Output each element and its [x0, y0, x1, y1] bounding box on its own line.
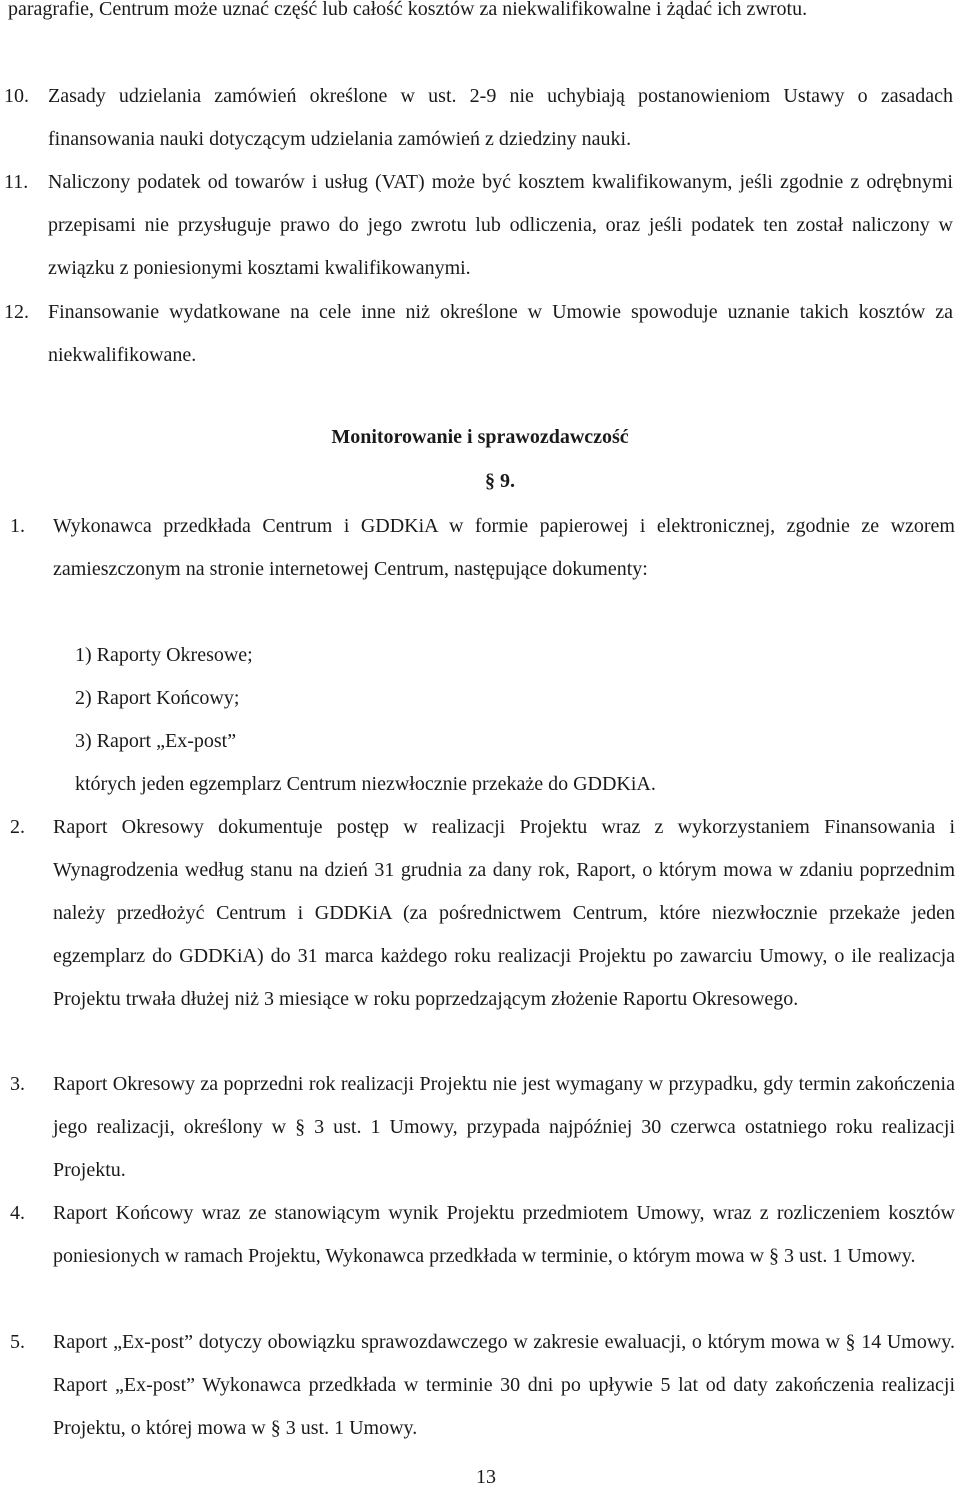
item-2	[10, 806, 955, 1021]
paragraph-12	[4, 291, 953, 377]
item-1-closing: których jeden egzemplarz Centrum niezwłocznie przekaże do GDDKiA.	[75, 773, 656, 795]
item-text: Raport Końcowy wraz ze stanowiącym wynik Projektu przedmiotem Umowy, wraz z rozliczeniem kosztów poniesionych w ramach Projektu, Wykonawca przedkłada w terminie, o którym mowa w § 3 ust. 1 Umowy.	[53, 1202, 955, 1267]
item-1	[10, 505, 955, 591]
sublist-item-1: 1) Raporty Okresowe;	[75, 644, 253, 666]
section-title: Monitorowanie i sprawozdawczość	[331, 426, 629, 448]
paragraph-number: 11.	[4, 171, 29, 193]
item-number: 1.	[10, 515, 25, 537]
paragraph-text: Naliczony podatek od towarów i usług (VAT) może być kosztem kwalifikowanym, jeśli zgodnie z odrębnymi przepisami nie przysługuje prawo do jego zwrotu lub odliczenia, oraz jeśli podatek ten został naliczony w związku z poniesionymi kosztami kwalifikowanymi.	[48, 171, 953, 279]
paragraph-number: 10.	[4, 85, 29, 107]
item-number: 4.	[10, 1202, 25, 1224]
paragraph-text: paragrafie, Centrum może uznać część lub całość kosztów za niekwalifikowalne i żądać ich zwrotu.	[8, 0, 808, 20]
paragraph-11	[4, 161, 953, 290]
item-text: Raport Okresowy za poprzedni rok realizacji Projektu nie jest wymagany w przypadku, gdy termin zakończenia jego realizacji, określony w § 3 ust. 1 Umowy, przypada najpóźniej 30 czerwca ostatniego roku realizacji Projektu.	[53, 1073, 955, 1181]
item-number: 2.	[10, 816, 25, 838]
item-number: 3.	[10, 1073, 25, 1095]
paragraph-text: Finansowanie wydatkowane na cele inne niż określone w Umowie spowoduje uznanie takich kosztów za niekwalifikowane.	[48, 301, 953, 366]
item-number: 5.	[10, 1331, 25, 1353]
paragraph-intro	[8, 0, 953, 31]
section-number: § 9.	[485, 470, 515, 492]
paragraph-number: 12.	[4, 301, 29, 323]
item-5	[10, 1321, 955, 1450]
sublist-item-3: 3) Raport „Ex-post”	[75, 730, 237, 752]
sublist-item-2: 2) Raport Końcowy;	[75, 687, 240, 709]
paragraph-text: Zasady udzielania zamówień określone w ust. 2-9 nie uchybiają postanowieniom Ustawy o zasadach finansowania nauki dotyczącym udzielania zamówień z dziedziny nauki.	[48, 85, 953, 150]
item-text: Wykonawca przedkłada Centrum i GDDKiA w formie papierowej i elektronicznej, zgodnie ze wzorem zamieszczonym na stronie internetowej Centrum, następujące dokumenty:	[53, 515, 955, 580]
item-text: Raport „Ex-post” dotyczy obowiązku sprawozdawczego w zakresie ewaluacji, o którym mowa w § 14 Umowy. Raport „Ex-post” Wykonawca przedkłada w terminie 30 dni po upływie 5 lat od daty zakończenia realizacji Projektu, o której mowa w § 3 ust. 1 Umowy.	[53, 1331, 955, 1439]
item-3	[10, 1063, 955, 1192]
item-4	[10, 1192, 955, 1278]
item-text: Raport Okresowy dokumentuje postęp w realizacji Projektu wraz z wykorzystaniem Finansowania i Wynagrodzenia według stanu na dzień 31 grudnia za dany rok, Raport, o którym mowa w zdaniu poprzednim należy przedłożyć Centrum i GDDKiA (za pośrednictwem Centrum, które niezwłocznie przekaże jeden egzemplarz do GDDKiA) do 31 marca każdego roku realizacji Projektu po zawarciu Umowy, o ile realizacja Projektu trwała dłużej niż 3 miesiące w roku poprzedzającym złożenie Raportu Okresowego.	[53, 816, 955, 1010]
paragraph-10	[4, 75, 953, 161]
page-number: 13	[476, 1466, 496, 1488]
